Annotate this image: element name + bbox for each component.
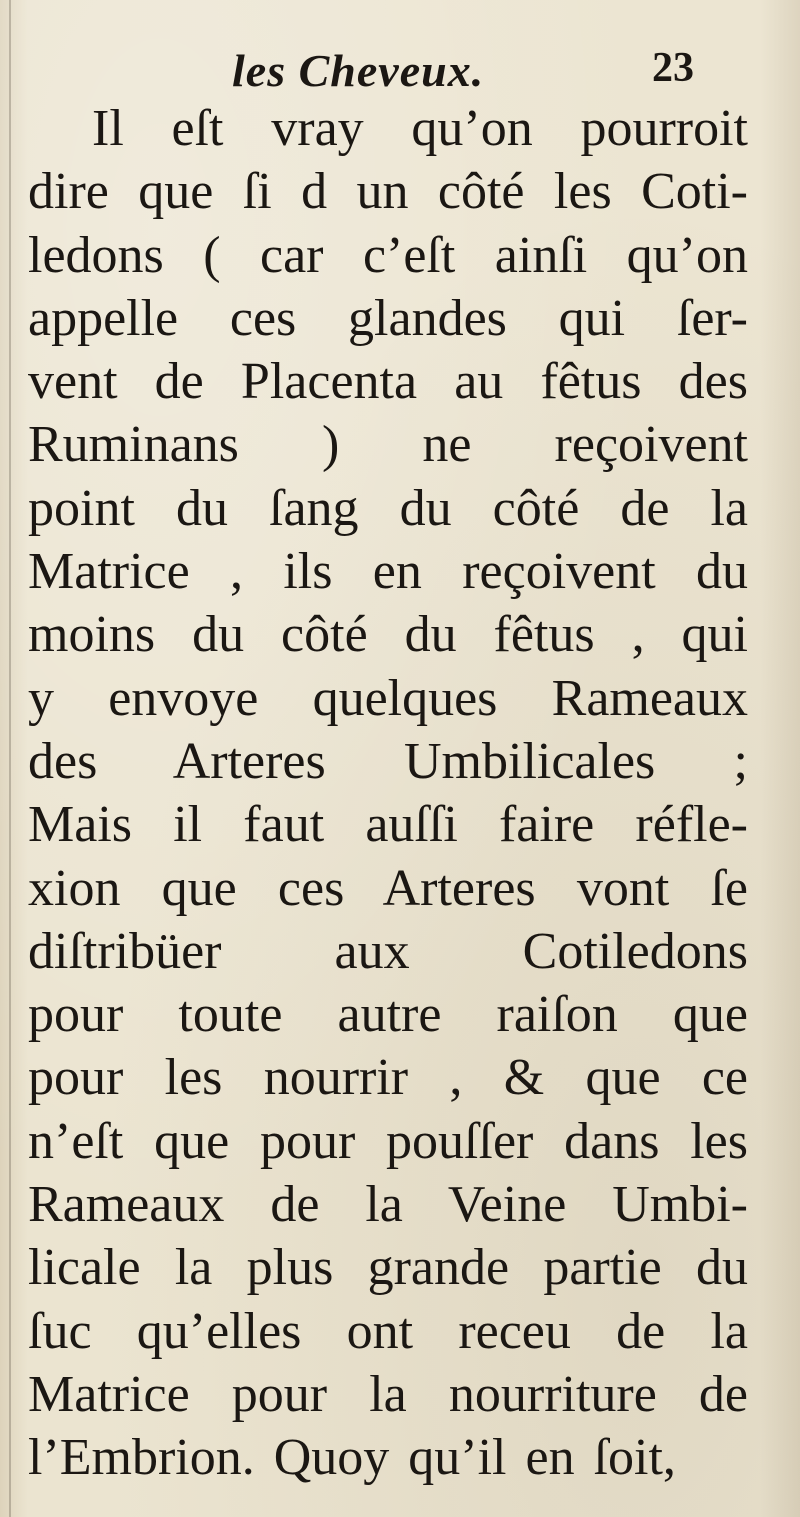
text-line: appelle ces glandes qui ſer- — [28, 289, 748, 347]
page-number: 23 — [652, 45, 694, 91]
text-line: point du ſang du côté de la — [28, 479, 748, 537]
text-line: ſuc qu’elles ont receu de la — [28, 1302, 748, 1360]
text-line: Matrice pour la nourriture de — [28, 1365, 748, 1423]
text-line: Ruminans ) ne reçoivent — [28, 416, 748, 474]
text-line: l’Embrion. Quoy qu’il en ſoit, — [28, 1429, 676, 1487]
text-line: moins du côté du fêtus , qui — [28, 606, 748, 664]
text-line: ledons ( car c’eſt ainſi qu’on — [28, 226, 748, 284]
text-line: pour toute autre raiſon que — [28, 986, 748, 1044]
page-header — [0, 40, 800, 100]
body-text — [28, 97, 748, 1490]
binding-gutter — [9, 0, 11, 1517]
text-line: Mais il faut auſſi faire réfle- — [28, 796, 748, 854]
text-line: dire que ſi d un côté les Coti- — [28, 163, 748, 221]
text-line: pour les nourrir , & que ce — [28, 1049, 748, 1107]
text-line: vent de Placenta au fêtus des — [28, 353, 748, 411]
text-line: y envoye quelques Rameaux — [28, 669, 748, 727]
text-line: Il eſt vray qu’on pourroit — [92, 100, 748, 157]
running-head: les Cheveux. — [232, 45, 485, 96]
text-line: n’eſt que pour pouſſer dans les — [28, 1112, 748, 1170]
text-line: diſtribüer aux Cotiledons — [28, 922, 748, 980]
text-line: licale la plus grande partie du — [28, 1239, 748, 1297]
text-line: des Arteres Umbilicales ; — [28, 732, 748, 790]
text-line: Matrice , ils en reçoivent du — [28, 543, 748, 601]
text-line: Rameaux de la Veine Umbi- — [28, 1176, 748, 1234]
text-line: xion que ces Arteres vont ſe — [28, 859, 748, 917]
